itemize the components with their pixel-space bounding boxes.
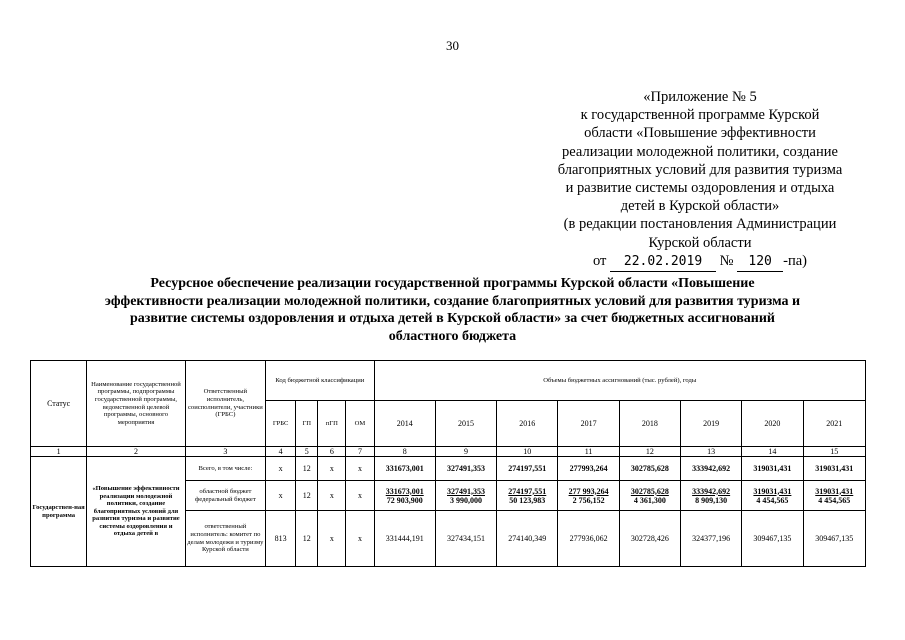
value-cell: 302728,426 bbox=[619, 511, 680, 567]
value-cell bbox=[558, 481, 619, 511]
program-name-cell: «Повышение эффективности реализации молодежной политики, создание благоприятных условий для развития туризма и развитие системы оздоровления и отдыха детей в bbox=[87, 457, 185, 567]
code-pgp: х bbox=[318, 481, 346, 511]
document-title bbox=[0, 275, 905, 345]
col-number: 3 bbox=[185, 447, 265, 457]
header-year: 2021 bbox=[803, 401, 865, 447]
col-number: 5 bbox=[296, 447, 318, 457]
responsible-cell: областной бюджет федеральный бюджет bbox=[185, 481, 265, 511]
responsible-cell: Всего, в том числе: bbox=[185, 457, 265, 481]
regional-value: 319031,431 bbox=[753, 486, 792, 496]
from-label: от bbox=[593, 252, 607, 269]
value-cell: 331673,001 bbox=[374, 457, 435, 481]
value-cell bbox=[374, 481, 435, 511]
federal-value: 3 990,000 bbox=[450, 495, 482, 505]
value-cell bbox=[619, 481, 680, 511]
value-cell: 277993,264 bbox=[558, 457, 619, 481]
header-code-group: Код бюджетной классификации bbox=[266, 361, 375, 401]
col-number: 12 bbox=[619, 447, 680, 457]
appendix-line: «Приложение № 5 bbox=[643, 89, 757, 105]
value-cell: 331444,191 bbox=[374, 511, 435, 567]
value-cell: 309467,135 bbox=[742, 511, 803, 567]
header-status: Статус bbox=[31, 361, 87, 447]
code-pgp: х bbox=[318, 511, 346, 567]
value-cell: 277936,062 bbox=[558, 511, 619, 567]
code-gp: 12 bbox=[296, 457, 318, 481]
code-gp: 12 bbox=[296, 481, 318, 511]
table-row bbox=[31, 457, 866, 481]
col-number: 9 bbox=[435, 447, 496, 457]
decree-suffix: -па) bbox=[783, 252, 807, 269]
value-cell: 319031,431 bbox=[803, 457, 865, 481]
regional-value: 319031,431 bbox=[815, 486, 854, 496]
code-grbs: 813 bbox=[266, 511, 296, 567]
regional-value: 333942,692 bbox=[692, 486, 731, 496]
regional-value: 302785,628 bbox=[630, 486, 669, 496]
header-year: 2015 bbox=[435, 401, 496, 447]
value-cell: 302785,628 bbox=[619, 457, 680, 481]
appendix-line: Курской области bbox=[648, 234, 752, 251]
value-cell bbox=[435, 481, 496, 511]
header-code-pgp: пГП bbox=[318, 401, 346, 447]
col-number: 6 bbox=[318, 447, 346, 457]
federal-value: 50 123,983 bbox=[509, 495, 546, 505]
federal-value: 8 909,130 bbox=[695, 495, 728, 505]
header-responsible: Ответственный исполнитель, соисполнители, участники (ГРБС) bbox=[185, 361, 265, 447]
status-cell: Государствен-ная программа bbox=[31, 457, 87, 567]
regional-value: 274197,551 bbox=[508, 486, 547, 496]
appendix-line: детей в Курской области» bbox=[620, 198, 780, 215]
title-line: эффективности реализации молодежной политики, создание благоприятных условий для развития туризма и bbox=[104, 293, 801, 309]
appendix-line: благоприятных условий для развития туризма bbox=[557, 161, 843, 178]
code-pgp: х bbox=[318, 457, 346, 481]
value-cell: 324377,196 bbox=[680, 511, 741, 567]
value-cell: 327434,151 bbox=[435, 511, 496, 567]
header-year: 2017 bbox=[558, 401, 619, 447]
header-volume-group: Объемы бюджетных ассигнований (тыс. рублей), годы bbox=[374, 361, 865, 401]
number-label: № bbox=[719, 252, 734, 269]
value-cell: 327491,353 bbox=[435, 457, 496, 481]
value-cell bbox=[742, 481, 803, 511]
appendix-line: реализации молодежной политики, создание bbox=[562, 143, 838, 160]
code-grbs: х bbox=[266, 481, 296, 511]
code-om: х bbox=[346, 457, 374, 481]
code-grbs: х bbox=[266, 457, 296, 481]
decree-date: 22.02.2019 bbox=[610, 253, 716, 272]
title-line: областного бюджета bbox=[388, 328, 517, 344]
col-number: 7 bbox=[346, 447, 374, 457]
header-name: Наименование государственной программы, подпрограммы государственной программы, ведомственной целевой программы, основного мероприятия bbox=[87, 361, 185, 447]
regional-value: 331673,001 bbox=[385, 486, 424, 496]
appendix-block bbox=[520, 88, 880, 272]
budget-table bbox=[30, 360, 866, 567]
col-number: 11 bbox=[558, 447, 619, 457]
col-number: 13 bbox=[680, 447, 741, 457]
decree-number: 120 bbox=[737, 253, 783, 272]
appendix-line: области «Повышение эффективности bbox=[584, 125, 816, 142]
value-cell: 309467,135 bbox=[803, 511, 865, 567]
value-cell: 274197,551 bbox=[497, 457, 558, 481]
header-year: 2018 bbox=[619, 401, 680, 447]
col-number: 8 bbox=[374, 447, 435, 457]
federal-value: 72 903,900 bbox=[386, 495, 423, 505]
col-number: 14 bbox=[742, 447, 803, 457]
col-number: 1 bbox=[31, 447, 87, 457]
appendix-line: и развитие системы оздоровления и отдыха bbox=[565, 180, 835, 197]
title-line: развитие системы оздоровления и отдыха детей в Курской области» за счет бюджетных ассигнований bbox=[129, 311, 776, 326]
value-cell bbox=[497, 481, 558, 511]
header-year: 2019 bbox=[680, 401, 741, 447]
col-number: 4 bbox=[266, 447, 296, 457]
col-number: 15 bbox=[803, 447, 865, 457]
col-number: 2 bbox=[87, 447, 185, 457]
value-cell: 319031,431 bbox=[742, 457, 803, 481]
page-number: 30 bbox=[446, 38, 459, 53]
header-year: 2020 bbox=[742, 401, 803, 447]
code-om: х bbox=[346, 481, 374, 511]
appendix-line: (в редакции постановления Администрации bbox=[563, 216, 837, 233]
federal-value: 4 454,565 bbox=[818, 495, 851, 505]
title-line: Ресурсное обеспечение реализации государственной программы Курской области «Повышение bbox=[150, 276, 755, 291]
signature-line bbox=[520, 252, 880, 272]
appendix-line: к государственной программе Курской bbox=[580, 107, 820, 124]
value-cell bbox=[680, 481, 741, 511]
regional-value: 277 993,264 bbox=[568, 486, 609, 496]
responsible-cell: ответственный исполнитель: комитет по делам молодежи и туризму Курской области bbox=[185, 511, 265, 567]
header-code-gp: ГП bbox=[296, 401, 318, 447]
header-code-om: ОМ bbox=[346, 401, 374, 447]
header-year: 2016 bbox=[497, 401, 558, 447]
col-number: 10 bbox=[497, 447, 558, 457]
header-code-grbs: ГРБС bbox=[266, 401, 296, 447]
value-cell bbox=[803, 481, 865, 511]
value-cell: 274140,349 bbox=[497, 511, 558, 567]
code-om: х bbox=[346, 511, 374, 567]
federal-value: 4 454,565 bbox=[756, 495, 789, 505]
federal-value: 2 756,152 bbox=[572, 495, 605, 505]
header-year: 2014 bbox=[374, 401, 435, 447]
value-cell: 333942,692 bbox=[680, 457, 741, 481]
code-gp: 12 bbox=[296, 511, 318, 567]
federal-value: 4 361,300 bbox=[633, 495, 666, 505]
regional-value: 327491,353 bbox=[447, 486, 485, 496]
